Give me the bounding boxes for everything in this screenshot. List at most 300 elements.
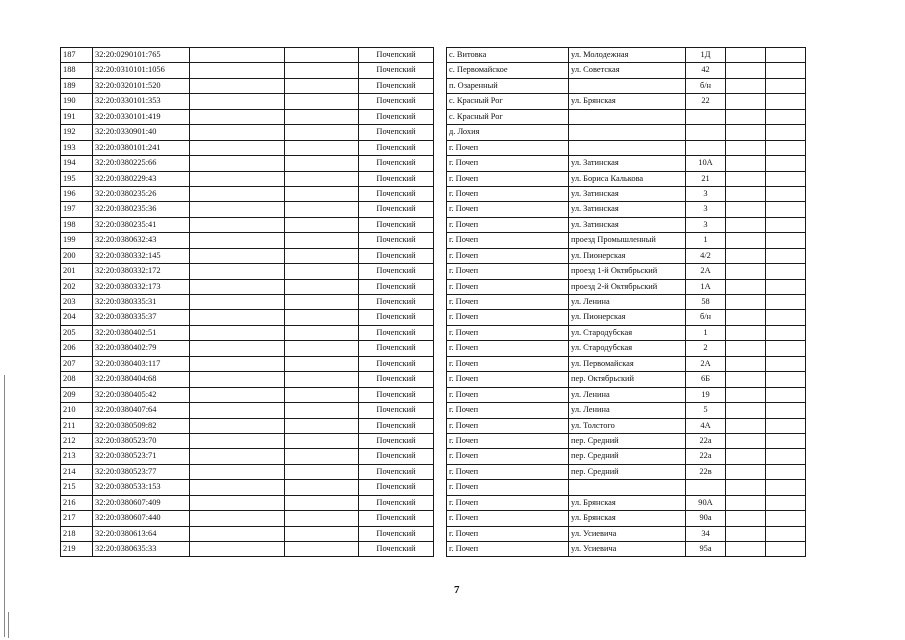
table-row xyxy=(61,325,806,340)
house-number: 2А xyxy=(686,356,726,371)
row-number: 211 xyxy=(61,418,93,433)
district-name: Почепский xyxy=(359,233,434,248)
row-number: 196 xyxy=(61,186,93,201)
house-number xyxy=(686,480,726,495)
empty-cell xyxy=(190,186,285,201)
empty-cell xyxy=(285,464,359,479)
cadastral-number: 32:20:0330101:353 xyxy=(93,94,190,109)
cadastral-number: 32:20:0380229:43 xyxy=(93,171,190,186)
empty-cell xyxy=(285,387,359,402)
locality-name: г. Почеп xyxy=(447,341,569,356)
empty-cell xyxy=(190,156,285,171)
empty-cell xyxy=(766,156,806,171)
column-gap xyxy=(434,511,447,526)
district-name: Почепский xyxy=(359,495,434,510)
house-number: б/н xyxy=(686,78,726,93)
street-name: пер. Средний xyxy=(569,433,686,448)
table-row xyxy=(61,140,806,155)
empty-cell xyxy=(190,78,285,93)
table-row xyxy=(61,403,806,418)
empty-cell xyxy=(190,372,285,387)
house-number: 22 xyxy=(686,94,726,109)
empty-cell xyxy=(285,202,359,217)
empty-cell xyxy=(726,202,766,217)
locality-name: г. Почеп xyxy=(447,356,569,371)
cadastral-number: 32:20:0380235:36 xyxy=(93,202,190,217)
column-gap xyxy=(434,325,447,340)
empty-cell xyxy=(766,511,806,526)
empty-cell xyxy=(766,387,806,402)
district-name: Почепский xyxy=(359,63,434,78)
row-number: 188 xyxy=(61,63,93,78)
empty-cell xyxy=(726,542,766,557)
district-name: Почепский xyxy=(359,94,434,109)
empty-cell xyxy=(285,140,359,155)
district-name: Почепский xyxy=(359,310,434,325)
street-name: пер. Октябрьский xyxy=(569,372,686,387)
empty-cell xyxy=(766,418,806,433)
street-name: ул. Брянская xyxy=(569,511,686,526)
locality-name: г. Почеп xyxy=(447,171,569,186)
locality-name: г. Почеп xyxy=(447,526,569,541)
table-row xyxy=(61,156,806,171)
row-number: 206 xyxy=(61,341,93,356)
empty-cell xyxy=(726,372,766,387)
district-name: Почепский xyxy=(359,372,434,387)
empty-cell xyxy=(190,542,285,557)
house-number: 22а xyxy=(686,433,726,448)
house-number: 5 xyxy=(686,403,726,418)
cadastral-number: 32:20:0380632:43 xyxy=(93,233,190,248)
row-number: 197 xyxy=(61,202,93,217)
empty-cell xyxy=(285,341,359,356)
cadastral-number: 32:20:0380533:153 xyxy=(93,480,190,495)
locality-name: г. Почеп xyxy=(447,433,569,448)
column-gap xyxy=(434,140,447,155)
empty-cell xyxy=(726,63,766,78)
empty-cell xyxy=(190,495,285,510)
house-number: 4А xyxy=(686,418,726,433)
table-row xyxy=(61,341,806,356)
empty-cell xyxy=(285,310,359,325)
row-number: 205 xyxy=(61,325,93,340)
empty-cell xyxy=(726,186,766,201)
table-row xyxy=(61,418,806,433)
house-number: 2 xyxy=(686,341,726,356)
row-number: 189 xyxy=(61,78,93,93)
column-gap xyxy=(434,526,447,541)
empty-cell xyxy=(190,511,285,526)
empty-cell xyxy=(190,356,285,371)
page-number: 7 xyxy=(454,584,460,596)
street-name xyxy=(569,78,686,93)
cadastral-number: 32:20:0380402:51 xyxy=(93,325,190,340)
empty-cell xyxy=(766,264,806,279)
column-gap xyxy=(434,279,447,294)
registry-table xyxy=(60,47,806,557)
house-number xyxy=(686,109,726,124)
house-number: 34 xyxy=(686,526,726,541)
empty-cell xyxy=(285,171,359,186)
district-name: Почепский xyxy=(359,341,434,356)
column-gap xyxy=(434,156,447,171)
street-name: пер. Средний xyxy=(569,464,686,479)
district-name: Почепский xyxy=(359,433,434,448)
empty-cell xyxy=(190,171,285,186)
row-number: 201 xyxy=(61,264,93,279)
empty-cell xyxy=(285,279,359,294)
empty-cell xyxy=(190,310,285,325)
cadastral-number: 32:20:0380613:64 xyxy=(93,526,190,541)
house-number: 3 xyxy=(686,202,726,217)
empty-cell xyxy=(766,217,806,232)
empty-cell xyxy=(285,418,359,433)
house-number: 1 xyxy=(686,233,726,248)
table-row xyxy=(61,109,806,124)
house-number: 22в xyxy=(686,464,726,479)
row-number: 217 xyxy=(61,511,93,526)
table-row xyxy=(61,248,806,263)
empty-cell xyxy=(285,356,359,371)
empty-cell xyxy=(190,94,285,109)
locality-name: с. Витовка xyxy=(447,48,569,63)
table-row xyxy=(61,464,806,479)
district-name: Почепский xyxy=(359,449,434,464)
empty-cell xyxy=(285,542,359,557)
house-number: 6Б xyxy=(686,372,726,387)
cadastral-number: 32:20:0380607:409 xyxy=(93,495,190,510)
street-name xyxy=(569,109,686,124)
empty-cell xyxy=(726,511,766,526)
column-gap xyxy=(434,480,447,495)
empty-cell xyxy=(726,264,766,279)
row-number: 198 xyxy=(61,217,93,232)
street-name xyxy=(569,140,686,155)
street-name xyxy=(569,125,686,140)
locality-name: г. Почеп xyxy=(447,495,569,510)
street-name: проезд 1-й Октябрьский xyxy=(569,264,686,279)
empty-cell xyxy=(190,418,285,433)
cadastral-number: 32:20:0380607:440 xyxy=(93,511,190,526)
locality-name: г. Почеп xyxy=(447,202,569,217)
empty-cell xyxy=(190,295,285,310)
house-number: 4/2 xyxy=(686,248,726,263)
column-gap xyxy=(434,217,447,232)
locality-name: г. Почеп xyxy=(447,542,569,557)
table-row xyxy=(61,63,806,78)
street-name xyxy=(569,480,686,495)
empty-cell xyxy=(190,449,285,464)
empty-cell xyxy=(766,325,806,340)
street-name: ул. Стародубская xyxy=(569,341,686,356)
empty-cell xyxy=(285,48,359,63)
empty-cell xyxy=(285,433,359,448)
empty-cell xyxy=(726,295,766,310)
house-number: 22а xyxy=(686,449,726,464)
table-row xyxy=(61,295,806,310)
table-row xyxy=(61,310,806,325)
street-name: ул. Затинская xyxy=(569,186,686,201)
cadastral-number: 32:20:0380235:41 xyxy=(93,217,190,232)
table-row xyxy=(61,217,806,232)
empty-cell xyxy=(190,202,285,217)
empty-cell xyxy=(766,495,806,510)
street-name: ул. Ленина xyxy=(569,403,686,418)
column-gap xyxy=(434,387,447,402)
empty-cell xyxy=(726,433,766,448)
cadastral-number: 32:20:0380335:31 xyxy=(93,295,190,310)
scan-edge-mark xyxy=(8,612,9,638)
empty-cell xyxy=(285,511,359,526)
empty-cell xyxy=(726,279,766,294)
empty-cell xyxy=(285,109,359,124)
row-number: 209 xyxy=(61,387,93,402)
house-number: 1 xyxy=(686,325,726,340)
house-number: 2А xyxy=(686,264,726,279)
street-name: пер. Средний xyxy=(569,449,686,464)
row-number: 190 xyxy=(61,94,93,109)
table-row xyxy=(61,480,806,495)
row-number: 202 xyxy=(61,279,93,294)
street-name: ул. Брянская xyxy=(569,495,686,510)
empty-cell xyxy=(190,125,285,140)
empty-cell xyxy=(726,156,766,171)
empty-cell xyxy=(285,526,359,541)
table-row xyxy=(61,449,806,464)
row-number: 187 xyxy=(61,48,93,63)
table-row xyxy=(61,372,806,387)
empty-cell xyxy=(766,464,806,479)
empty-cell xyxy=(190,341,285,356)
cadastral-number: 32:20:0380523:77 xyxy=(93,464,190,479)
house-number: 58 xyxy=(686,295,726,310)
row-number: 210 xyxy=(61,403,93,418)
cadastral-number: 32:20:0380101:241 xyxy=(93,140,190,155)
table-row xyxy=(61,125,806,140)
row-number: 214 xyxy=(61,464,93,479)
district-name: Почепский xyxy=(359,202,434,217)
row-number: 195 xyxy=(61,171,93,186)
street-name: ул. Усиевича xyxy=(569,542,686,557)
street-name: ул. Затинская xyxy=(569,217,686,232)
empty-cell xyxy=(285,449,359,464)
column-gap xyxy=(434,63,447,78)
street-name: ул. Ленина xyxy=(569,387,686,402)
district-name: Почепский xyxy=(359,511,434,526)
locality-name: с. Первомайское xyxy=(447,63,569,78)
street-name: ул. Пионерская xyxy=(569,248,686,263)
cadastral-number: 32:20:0380407:64 xyxy=(93,403,190,418)
table-row xyxy=(61,202,806,217)
locality-name: г. Почеп xyxy=(447,156,569,171)
locality-name: г. Почеп xyxy=(447,264,569,279)
empty-cell xyxy=(726,480,766,495)
column-gap xyxy=(434,403,447,418)
locality-name: г. Почеп xyxy=(447,279,569,294)
column-gap xyxy=(434,233,447,248)
empty-cell xyxy=(285,78,359,93)
house-number: 19 xyxy=(686,387,726,402)
column-gap xyxy=(434,341,447,356)
cadastral-number: 32:20:0380332:173 xyxy=(93,279,190,294)
locality-name: г. Почеп xyxy=(447,372,569,387)
empty-cell xyxy=(726,78,766,93)
row-number: 216 xyxy=(61,495,93,510)
table-row xyxy=(61,356,806,371)
district-name: Почепский xyxy=(359,403,434,418)
street-name: ул. Усиевича xyxy=(569,526,686,541)
row-number: 213 xyxy=(61,449,93,464)
table-row xyxy=(61,48,806,63)
empty-cell xyxy=(766,248,806,263)
empty-cell xyxy=(190,140,285,155)
empty-cell xyxy=(726,387,766,402)
column-gap xyxy=(434,202,447,217)
district-name: Почепский xyxy=(359,140,434,155)
empty-cell xyxy=(766,372,806,387)
district-name: Почепский xyxy=(359,325,434,340)
empty-cell xyxy=(726,248,766,263)
row-number: 194 xyxy=(61,156,93,171)
empty-cell xyxy=(726,48,766,63)
cadastral-number: 32:20:0380509:82 xyxy=(93,418,190,433)
empty-cell xyxy=(726,217,766,232)
house-number: 21 xyxy=(686,171,726,186)
column-gap xyxy=(434,464,447,479)
row-number: 208 xyxy=(61,372,93,387)
street-name: ул. Брянская xyxy=(569,94,686,109)
empty-cell xyxy=(726,94,766,109)
empty-cell xyxy=(190,233,285,248)
street-name: ул. Пионерская xyxy=(569,310,686,325)
empty-cell xyxy=(285,264,359,279)
cadastral-number: 32:20:0380332:172 xyxy=(93,264,190,279)
empty-cell xyxy=(190,63,285,78)
locality-name: г. Почеп xyxy=(447,248,569,263)
empty-cell xyxy=(726,125,766,140)
cadastral-number: 32:20:0380225:66 xyxy=(93,156,190,171)
street-name: проезд Промышленный xyxy=(569,233,686,248)
street-name: ул. Ленина xyxy=(569,295,686,310)
empty-cell xyxy=(285,495,359,510)
empty-cell xyxy=(726,140,766,155)
house-number xyxy=(686,140,726,155)
district-name: Почепский xyxy=(359,264,434,279)
table-row xyxy=(61,264,806,279)
row-number: 219 xyxy=(61,542,93,557)
empty-cell xyxy=(190,464,285,479)
column-gap xyxy=(434,94,447,109)
row-number: 203 xyxy=(61,295,93,310)
empty-cell xyxy=(766,310,806,325)
column-gap xyxy=(434,48,447,63)
cadastral-number: 32:20:0380405:42 xyxy=(93,387,190,402)
empty-cell xyxy=(726,341,766,356)
district-name: Почепский xyxy=(359,279,434,294)
cadastral-number: 32:20:0380635:33 xyxy=(93,542,190,557)
row-number: 199 xyxy=(61,233,93,248)
district-name: Почепский xyxy=(359,356,434,371)
empty-cell xyxy=(726,356,766,371)
cadastral-number: 32:20:0320101:520 xyxy=(93,78,190,93)
column-gap xyxy=(434,449,447,464)
empty-cell xyxy=(766,295,806,310)
empty-cell xyxy=(190,109,285,124)
column-gap xyxy=(434,186,447,201)
locality-name: п. Озаренный xyxy=(447,78,569,93)
district-name: Почепский xyxy=(359,526,434,541)
table-row xyxy=(61,171,806,186)
empty-cell xyxy=(726,109,766,124)
locality-name: г. Почеп xyxy=(447,310,569,325)
empty-cell xyxy=(726,449,766,464)
empty-cell xyxy=(766,63,806,78)
empty-cell xyxy=(285,295,359,310)
empty-cell xyxy=(766,542,806,557)
column-gap xyxy=(434,125,447,140)
table-row xyxy=(61,279,806,294)
empty-cell xyxy=(766,356,806,371)
house-number: 10А xyxy=(686,156,726,171)
street-name: ул. Советская xyxy=(569,63,686,78)
table-row xyxy=(61,542,806,557)
empty-cell xyxy=(726,325,766,340)
table-row xyxy=(61,233,806,248)
house-number: 90А xyxy=(686,495,726,510)
column-gap xyxy=(434,295,447,310)
empty-cell xyxy=(285,217,359,232)
empty-cell xyxy=(766,186,806,201)
cadastral-number: 32:20:0380332:145 xyxy=(93,248,190,263)
empty-cell xyxy=(726,233,766,248)
district-name: Почепский xyxy=(359,295,434,310)
column-gap xyxy=(434,418,447,433)
row-number: 207 xyxy=(61,356,93,371)
street-name: ул. Стародубская xyxy=(569,325,686,340)
empty-cell xyxy=(285,156,359,171)
locality-name: г. Почеп xyxy=(447,511,569,526)
column-gap xyxy=(434,372,447,387)
table-row xyxy=(61,511,806,526)
locality-name: г. Почеп xyxy=(447,325,569,340)
locality-name: г. Почеп xyxy=(447,403,569,418)
row-number: 192 xyxy=(61,125,93,140)
table-row xyxy=(61,387,806,402)
district-name: Почепский xyxy=(359,186,434,201)
cadastral-number: 32:20:0380402:79 xyxy=(93,341,190,356)
empty-cell xyxy=(190,480,285,495)
empty-cell xyxy=(190,403,285,418)
cadastral-number: 32:20:0380404:68 xyxy=(93,372,190,387)
locality-name: г. Почеп xyxy=(447,464,569,479)
street-name: ул. Бориса Калькова xyxy=(569,171,686,186)
house-number xyxy=(686,125,726,140)
table-row xyxy=(61,526,806,541)
locality-name: с. Красный Рог xyxy=(447,109,569,124)
cadastral-number: 32:20:0330901:40 xyxy=(93,125,190,140)
empty-cell xyxy=(285,480,359,495)
table-row xyxy=(61,78,806,93)
district-name: Почепский xyxy=(359,78,434,93)
house-number: 1Д xyxy=(686,48,726,63)
empty-cell xyxy=(285,248,359,263)
house-number: 1А xyxy=(686,279,726,294)
district-name: Почепский xyxy=(359,387,434,402)
locality-name: г. Почеп xyxy=(447,480,569,495)
table-row xyxy=(61,495,806,510)
empty-cell xyxy=(726,418,766,433)
row-number: 191 xyxy=(61,109,93,124)
